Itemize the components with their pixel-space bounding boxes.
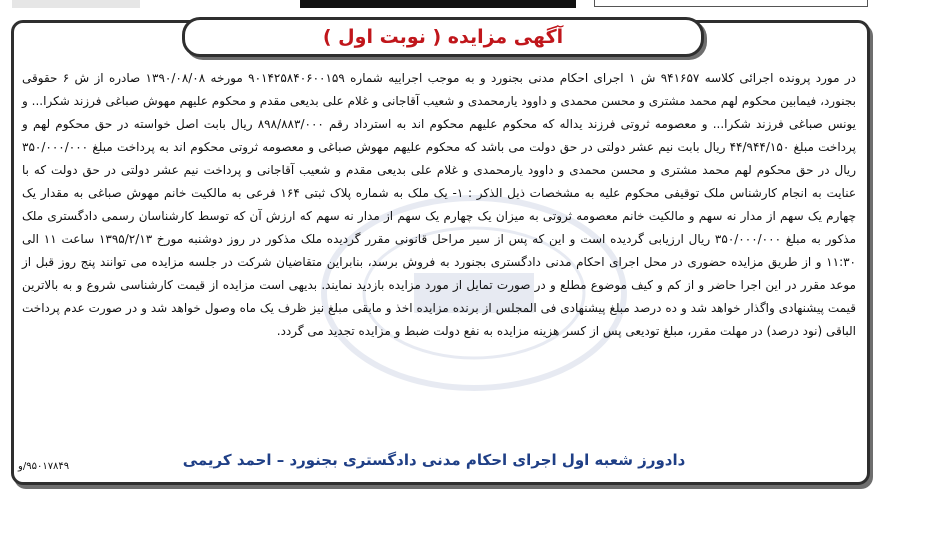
title-banner bbox=[182, 17, 704, 57]
clipped-header-banner bbox=[300, 0, 576, 8]
clipped-header-box-right bbox=[594, 0, 868, 7]
notice-signature: دادورز شعبه اول اجرای احکام مدنی دادگستری بجنورد – احمد کریمی bbox=[182, 451, 686, 469]
notice-body: در مورد پرونده اجرائی کلاسه ۹۴۱۶۵۷ ش ۱ اجرای احکام مدنی بجنورد و به موجب اجراییه شماره ۹۰۱۴۲۵۸۴۰۶۰۰۱۵۹ مورخه ۱۳۹۰/۰۸/۰۸ صادره از ش ۶ حقوقی بجنورد، فیمابین محکوم لهم محمد مشتری و محسن محمدی و داوود یارمحمدی و شعیب آقاجانی و غلام علی بدیعی مقدم و محکوم علیهم مهوش صباغی فرزند شکرا... و یونس صباغی فرزند شکرا... و معصومه ثروتی فرزند یداله که محکوم علیهم محکوم اند به استرداد رقم ۸۹۸/۸۸۳/۰۰۰ ریال بابت اصل خواسته در حق محکوم لهم و پرداخت مبلغ ۴۴/۹۴۴/۱۵۰ ریال بابت نیم عشر دولتی در حق دولت می باشد که محکوم علیهم مهوش صباغی و معصومه ثروتی محکوم اند به پرداخت مبلغ ۳۵۰/۰۰۰/۰۰۰ ریال در حق محکوم لهم محمد مشتری و محسن محمدی و داوود یارمحمدی و غلام علی بدیعی مقدم و شعیب آقاجانی و پرداخت نیم عشر دولتی در حق دولت که با عنایت به انجام کارشناس ملک توقیفی محکوم علیه به مشخصات ذیل الذکر : ۱- یک ملک به شماره پلاک ثبتی ۱۶۴ فرعی به مالکیت خانم مهوش صباغی به مقدار یک چهارم یک سهم از مدار نه سهم و مالکیت خانم معصومه ثروتی به میزان یک چهارم یک سهم از مدار نه سهم که ارزش آن که توسط کارشناسان رسمی دادگستری ملک مذکور به مبلغ ۳۵۰/۰۰۰/۰۰۰ ریال ارزیابی گردیده است و این که پس از سیر مراحل قانونی مقرر گردیده ملک مذکور در روز دوشنبه مورخ ۱۳۹۵/۲/۱۳ ساعت ۱۱ الی ۱۱:۳۰ و از طریق مزایده حضوری در محل اجرای احکام مدنی دادگستری بجنورد به فروش برسد، بنابراین متقاضیان شرکت در جلسه مزایده می توانند پنج روز قبل از موعد مقرر در این اجرا حاضر و از کم و کیف موضوع مطلع و در صورت تمایل از مورد مزایده بازدید نمایند. بدیهی است مزایده از قیمت کارشناسی شروع و به بالاترین قیمت پیشنهادی واگذار خواهد شد و ده درصد مبلغ پیشنهادی فی المجلس از برنده مزایده اخذ و مابقی مبلغ نیز ظرف یک ماه وصول خواهد شد و در صورت عدم پرداخت الباقی (نود درصد) در مهلت مقرر، مبلغ تودیعی پس از کسر هزینه مزایده به نفع دولت ضبط و مزایده تجدید می گردد. bbox=[22, 71, 857, 338]
top-clipped-strip bbox=[0, 0, 937, 10]
notice-code: ۹۵۰۱۷۸۴۹/و bbox=[18, 461, 70, 472]
auction-notice-frame bbox=[11, 20, 870, 485]
clipped-header-box-left bbox=[12, 0, 140, 8]
notice-title: آگهی مزایده ( نوبت اول ) bbox=[322, 26, 564, 48]
